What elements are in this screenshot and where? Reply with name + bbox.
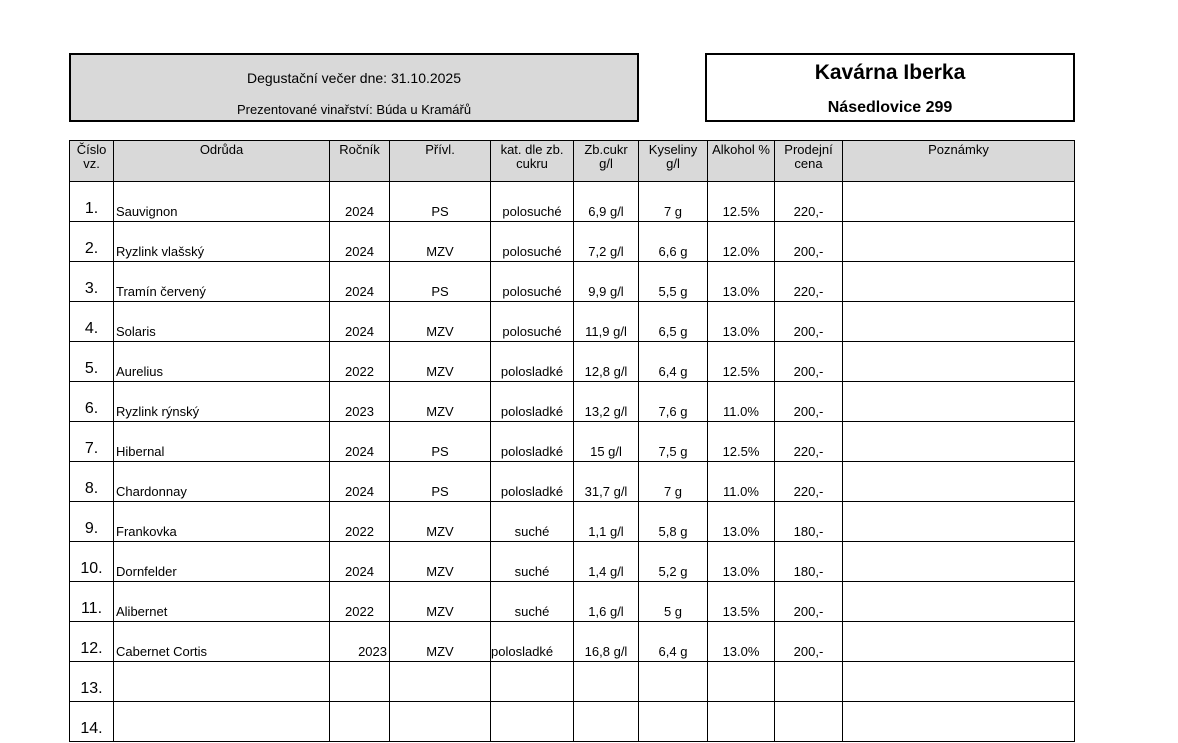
cell-attr[interactable]: MZV bbox=[390, 382, 491, 422]
cell-acid[interactable]: 5,2 g bbox=[639, 542, 708, 582]
cell-acid[interactable]: 6,4 g bbox=[639, 622, 708, 662]
cell-cat[interactable]: suché bbox=[491, 542, 574, 582]
cell-price[interactable]: 200,- bbox=[775, 302, 843, 342]
cell-note[interactable] bbox=[843, 502, 1075, 542]
cell-alc[interactable]: 13.0% bbox=[708, 302, 775, 342]
cell-acid[interactable]: 6,4 g bbox=[639, 342, 708, 382]
cell-acid[interactable]: 6,6 g bbox=[639, 222, 708, 262]
cell-alc[interactable]: 13.5% bbox=[708, 582, 775, 622]
cell-alc[interactable]: 12.5% bbox=[708, 422, 775, 462]
cell-no[interactable]: 3. bbox=[70, 262, 114, 302]
cell-year[interactable] bbox=[330, 662, 390, 702]
table-row bbox=[70, 182, 1075, 222]
cell-price[interactable]: 220,- bbox=[775, 262, 843, 302]
cell-sugar[interactable]: 12,8 g/l bbox=[574, 342, 639, 382]
cell-sugar[interactable]: 6,9 g/l bbox=[574, 182, 639, 222]
table-row bbox=[70, 502, 1075, 542]
cell-alc[interactable]: 12.0% bbox=[708, 222, 775, 262]
table-row bbox=[70, 582, 1075, 622]
table-row bbox=[70, 262, 1075, 302]
cell-sugar[interactable]: 1,6 g/l bbox=[574, 582, 639, 622]
cell-note[interactable] bbox=[843, 382, 1075, 422]
table-row bbox=[70, 622, 1075, 662]
cell-no[interactable]: 11. bbox=[70, 582, 114, 622]
cell-no[interactable]: 8. bbox=[70, 462, 114, 502]
cell-price[interactable]: 200,- bbox=[775, 582, 843, 622]
table-row bbox=[70, 542, 1075, 582]
cell-year[interactable]: 2024 bbox=[330, 462, 390, 502]
venue-address: Násedlovice 299 bbox=[827, 99, 953, 116]
cell-year[interactable]: 2024 bbox=[330, 182, 390, 222]
cell-attr[interactable]: MZV bbox=[390, 502, 491, 542]
column-header: Odrůda bbox=[114, 141, 330, 182]
cell-note[interactable] bbox=[843, 342, 1075, 382]
cell-price[interactable]: 220,- bbox=[775, 422, 843, 462]
table-row bbox=[70, 702, 1075, 742]
cell-attr[interactable]: PS bbox=[390, 422, 491, 462]
column-header: kat. dle zb. cukru bbox=[491, 141, 574, 182]
cell-sugar[interactable]: 15 g/l bbox=[574, 422, 639, 462]
cell-year[interactable] bbox=[330, 702, 390, 742]
cell-note[interactable] bbox=[843, 622, 1075, 662]
cell-no[interactable]: 7. bbox=[70, 422, 114, 462]
cell-attr[interactable]: MZV bbox=[390, 222, 491, 262]
cell-sugar[interactable] bbox=[574, 702, 639, 742]
cell-acid[interactable]: 7 g bbox=[639, 462, 708, 502]
cell-price[interactable]: 220,- bbox=[775, 182, 843, 222]
cell-acid[interactable]: 7,5 g bbox=[639, 422, 708, 462]
cell-no[interactable]: 5. bbox=[70, 342, 114, 382]
cell-cat[interactable]: suché bbox=[491, 582, 574, 622]
cell-name[interactable]: Ryzlink vlašský bbox=[114, 222, 330, 262]
cell-price[interactable]: 200,- bbox=[775, 622, 843, 662]
venue-box bbox=[705, 53, 1075, 122]
header-row bbox=[70, 141, 1075, 182]
wine-table bbox=[69, 140, 1075, 742]
cell-sugar[interactable]: 11,9 g/l bbox=[574, 302, 639, 342]
cell-sugar[interactable]: 1,1 g/l bbox=[574, 502, 639, 542]
cell-name[interactable]: Aurelius bbox=[114, 342, 330, 382]
cell-sugar[interactable]: 9,9 g/l bbox=[574, 262, 639, 302]
cell-sugar[interactable]: 31,7 g/l bbox=[574, 462, 639, 502]
cell-cat[interactable]: polosladké bbox=[491, 462, 574, 502]
cell-no[interactable]: 1. bbox=[70, 182, 114, 222]
column-header: Alkohol % bbox=[708, 141, 775, 182]
cell-alc[interactable] bbox=[708, 662, 775, 702]
cell-note[interactable] bbox=[843, 222, 1075, 262]
cell-no[interactable]: 9. bbox=[70, 502, 114, 542]
column-header: Ročník bbox=[330, 141, 390, 182]
cell-acid[interactable]: 7 g bbox=[639, 182, 708, 222]
cell-name[interactable] bbox=[114, 662, 330, 702]
cell-price[interactable] bbox=[775, 662, 843, 702]
cell-cat[interactable]: polosuché bbox=[491, 262, 574, 302]
cell-name[interactable]: Chardonnay bbox=[114, 462, 330, 502]
cell-alc[interactable]: 12.5% bbox=[708, 182, 775, 222]
cell-name[interactable]: Dornfelder bbox=[114, 542, 330, 582]
cell-acid[interactable]: 5,5 g bbox=[639, 262, 708, 302]
cell-cat[interactable]: polosuché bbox=[491, 222, 574, 262]
cell-price[interactable]: 200,- bbox=[775, 342, 843, 382]
cell-alc[interactable]: 13.0% bbox=[708, 542, 775, 582]
cell-price[interactable]: 180,- bbox=[775, 542, 843, 582]
column-header: Číslo vz. bbox=[70, 141, 114, 182]
table-row bbox=[70, 422, 1075, 462]
cell-acid[interactable]: 5,8 g bbox=[639, 502, 708, 542]
cell-note[interactable] bbox=[843, 302, 1075, 342]
table-row bbox=[70, 382, 1075, 422]
cell-name[interactable]: Alibernet bbox=[114, 582, 330, 622]
cell-cat[interactable] bbox=[491, 702, 574, 742]
cell-acid[interactable] bbox=[639, 702, 708, 742]
table-row bbox=[70, 462, 1075, 502]
cell-year[interactable]: 2022 bbox=[330, 342, 390, 382]
cell-no[interactable]: 2. bbox=[70, 222, 114, 262]
cell-sugar[interactable]: 1,4 g/l bbox=[574, 542, 639, 582]
cell-cat[interactable]: polosladké bbox=[491, 622, 574, 662]
cell-cat[interactable]: suché bbox=[491, 502, 574, 542]
cell-no[interactable]: 4. bbox=[70, 302, 114, 342]
cell-alc[interactable] bbox=[708, 702, 775, 742]
cell-alc[interactable]: 11.0% bbox=[708, 462, 775, 502]
cell-note[interactable] bbox=[843, 462, 1075, 502]
cell-attr[interactable]: MZV bbox=[390, 542, 491, 582]
cell-year[interactable]: 2022 bbox=[330, 582, 390, 622]
winery-name: Prezentované vinařství: Búda u Kramářů bbox=[236, 102, 472, 117]
cell-year[interactable]: 2022 bbox=[330, 502, 390, 542]
cell-acid[interactable]: 5 g bbox=[639, 582, 708, 622]
cell-attr[interactable]: MZV bbox=[390, 622, 491, 662]
table-row bbox=[70, 222, 1075, 262]
cell-cat[interactable]: polosuché bbox=[491, 302, 574, 342]
venue-name: Kavárna Iberka bbox=[814, 61, 966, 84]
cell-no[interactable]: 14. bbox=[70, 702, 114, 742]
cell-attr[interactable]: PS bbox=[390, 462, 491, 502]
cell-cat[interactable]: polosladké bbox=[491, 422, 574, 462]
cell-note[interactable] bbox=[843, 262, 1075, 302]
cell-note[interactable] bbox=[843, 582, 1075, 622]
column-header: Prodejní cena bbox=[775, 141, 843, 182]
cell-cat[interactable]: polosladké bbox=[491, 382, 574, 422]
cell-no[interactable]: 10. bbox=[70, 542, 114, 582]
cell-note[interactable] bbox=[843, 182, 1075, 222]
cell-attr[interactable]: MZV bbox=[390, 582, 491, 622]
cell-name[interactable]: Hibernal bbox=[114, 422, 330, 462]
event-info-box bbox=[69, 53, 639, 122]
cell-sugar[interactable]: 16,8 g/l bbox=[574, 622, 639, 662]
cell-alc[interactable]: 12.5% bbox=[708, 342, 775, 382]
cell-year[interactable]: 2024 bbox=[330, 262, 390, 302]
cell-name[interactable] bbox=[114, 702, 330, 742]
cell-attr[interactable] bbox=[390, 662, 491, 702]
cell-no[interactable]: 13. bbox=[70, 662, 114, 702]
cell-year[interactable]: 2023 bbox=[330, 622, 390, 662]
cell-attr[interactable]: MZV bbox=[390, 342, 491, 382]
cell-note[interactable] bbox=[843, 702, 1075, 742]
cell-year[interactable]: 2024 bbox=[330, 422, 390, 462]
cell-year[interactable]: 2024 bbox=[330, 542, 390, 582]
cell-name[interactable]: Frankovka bbox=[114, 502, 330, 542]
cell-acid[interactable]: 6,5 g bbox=[639, 302, 708, 342]
cell-price[interactable]: 200,- bbox=[775, 382, 843, 422]
cell-year[interactable]: 2023 bbox=[330, 382, 390, 422]
cell-alc[interactable]: 13.0% bbox=[708, 502, 775, 542]
column-header: Poznámky bbox=[843, 141, 1075, 182]
cell-no[interactable]: 6. bbox=[70, 382, 114, 422]
cell-alc[interactable]: 13.0% bbox=[708, 622, 775, 662]
cell-year[interactable]: 2024 bbox=[330, 222, 390, 262]
column-header: Kyseliny g/l bbox=[639, 141, 708, 182]
cell-note[interactable] bbox=[843, 662, 1075, 702]
table-row bbox=[70, 342, 1075, 382]
cell-cat[interactable]: polosladké bbox=[491, 342, 574, 382]
column-header: Přívl. bbox=[390, 141, 491, 182]
column-header: Zb.cukr g/l bbox=[574, 141, 639, 182]
cell-note[interactable] bbox=[843, 422, 1075, 462]
cell-attr[interactable]: PS bbox=[390, 262, 491, 302]
cell-name[interactable]: Sauvignon bbox=[114, 182, 330, 222]
cell-note[interactable] bbox=[843, 542, 1075, 582]
cell-acid[interactable] bbox=[639, 662, 708, 702]
cell-sugar[interactable]: 13,2 g/l bbox=[574, 382, 639, 422]
cell-sugar[interactable]: 7,2 g/l bbox=[574, 222, 639, 262]
cell-no[interactable]: 12. bbox=[70, 622, 114, 662]
cell-price[interactable]: 180,- bbox=[775, 502, 843, 542]
table-row bbox=[70, 302, 1075, 342]
cell-name[interactable]: Ryzlink rýnský bbox=[114, 382, 330, 422]
cell-alc[interactable]: 11.0% bbox=[708, 382, 775, 422]
event-date: Degustační večer dne: 31.10.2025 bbox=[246, 70, 462, 86]
cell-alc[interactable]: 13.0% bbox=[708, 262, 775, 302]
cell-attr[interactable]: PS bbox=[390, 182, 491, 222]
cell-price[interactable] bbox=[775, 702, 843, 742]
cell-attr[interactable]: MZV bbox=[390, 302, 491, 342]
cell-sugar[interactable] bbox=[574, 662, 639, 702]
cell-acid[interactable]: 7,6 g bbox=[639, 382, 708, 422]
cell-name[interactable]: Cabernet Cortis bbox=[114, 622, 330, 662]
cell-cat[interactable] bbox=[491, 662, 574, 702]
cell-name[interactable]: Solaris bbox=[114, 302, 330, 342]
cell-name[interactable]: Tramín červený bbox=[114, 262, 330, 302]
cell-attr[interactable] bbox=[390, 702, 491, 742]
cell-year[interactable]: 2024 bbox=[330, 302, 390, 342]
table-row bbox=[70, 662, 1075, 702]
cell-price[interactable]: 200,- bbox=[775, 222, 843, 262]
cell-cat[interactable]: polosuché bbox=[491, 182, 574, 222]
cell-price[interactable]: 220,- bbox=[775, 462, 843, 502]
